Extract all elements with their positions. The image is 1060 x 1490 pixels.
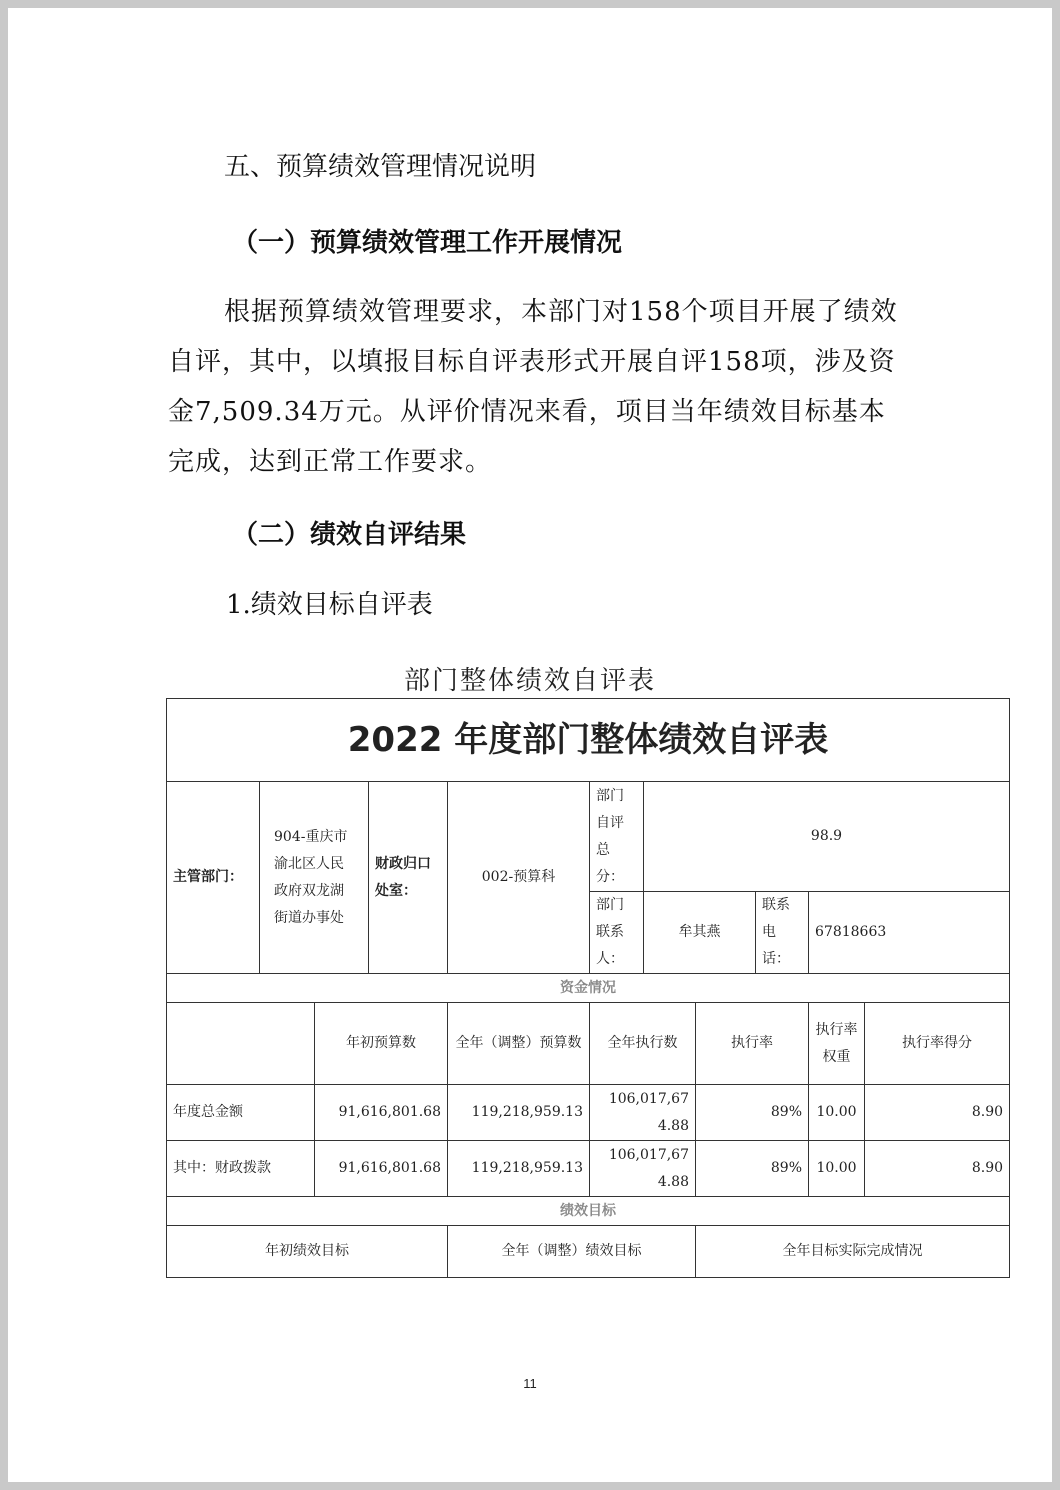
evaluation-table bbox=[166, 698, 1010, 1278]
row-label: 年度总金额 bbox=[167, 1085, 315, 1141]
row-initial: 91,616,801.68 bbox=[315, 1085, 448, 1141]
header-initial-budget: 年初预算数 bbox=[315, 1003, 448, 1085]
section-heading: 五、预算绩效管理情况说明 bbox=[224, 152, 537, 182]
subheading-results: （二）绩效自评结果 bbox=[232, 520, 467, 550]
goal-header-actual: 全年目标实际完成情况 bbox=[696, 1226, 1010, 1278]
goal-header-adjusted: 全年（调整）绩效目标 bbox=[448, 1226, 696, 1278]
goals-band: 绩效目标 bbox=[167, 1197, 1010, 1226]
funds-band: 资金情况 bbox=[167, 974, 1010, 1003]
row-weight: 10.00 bbox=[809, 1141, 865, 1197]
header-executed: 全年执行数 bbox=[590, 1003, 696, 1085]
table-row bbox=[167, 1085, 1010, 1141]
row-adjusted: 119,218,959.13 bbox=[448, 1141, 590, 1197]
phone-label: 联系电话： bbox=[756, 892, 809, 974]
dept-label: 主管部门： bbox=[167, 782, 260, 974]
item-heading: 1.绩效目标自评表 bbox=[226, 590, 433, 620]
goal-header-initial: 年初绩效目标 bbox=[167, 1226, 448, 1278]
row-executed: 106,017,674.88 bbox=[590, 1085, 696, 1141]
finance-value: 002-预算科 bbox=[448, 782, 590, 974]
header-rate: 执行率 bbox=[696, 1003, 809, 1085]
score-value: 98.9 bbox=[644, 782, 1010, 892]
row-label: 其中：财政拨款 bbox=[167, 1141, 315, 1197]
row-rate: 89% bbox=[696, 1141, 809, 1197]
table-title: 2022 年度部门整体绩效自评表 bbox=[167, 699, 1010, 782]
header-weight: 执行率权重 bbox=[809, 1003, 865, 1085]
subheading-work: （一）预算绩效管理工作开展情况 bbox=[232, 228, 623, 258]
funds-header-blank bbox=[167, 1003, 315, 1085]
row-rate: 89% bbox=[696, 1085, 809, 1141]
row-adjusted: 119,218,959.13 bbox=[448, 1085, 590, 1141]
row-score: 8.90 bbox=[865, 1085, 1010, 1141]
phone-value: 67818663 bbox=[809, 892, 1010, 974]
dept-value: 904-重庆市渝北区人民政府双龙湖街道办事处 bbox=[260, 782, 369, 974]
score-label: 部门自评总分： bbox=[590, 782, 644, 892]
page-number: 11 bbox=[523, 1376, 537, 1391]
header-score: 执行率得分 bbox=[865, 1003, 1010, 1085]
finance-label: 财政归口处室： bbox=[369, 782, 448, 974]
row-initial: 91,616,801.68 bbox=[315, 1141, 448, 1197]
contact-label: 部门联系人： bbox=[590, 892, 644, 974]
row-weight: 10.00 bbox=[809, 1085, 865, 1141]
row-executed: 106,017,674.88 bbox=[590, 1141, 696, 1197]
row-score: 8.90 bbox=[865, 1141, 1010, 1197]
header-adjusted-budget: 全年（调整）预算数 bbox=[448, 1003, 590, 1085]
contact-value: 牟其燕 bbox=[644, 892, 756, 974]
table-caption: 部门整体绩效自评表 bbox=[403, 666, 656, 696]
table-row bbox=[167, 1141, 1010, 1197]
body-paragraph: 根据预算绩效管理要求，本部门对158个项目开展了绩效自评，其中，以填报目标自评表形式开展自评158项，涉及资金7,509.34万元。从评价情况来看，项目当年绩效目标基本完成，达到正常工作要求。 bbox=[168, 297, 898, 477]
